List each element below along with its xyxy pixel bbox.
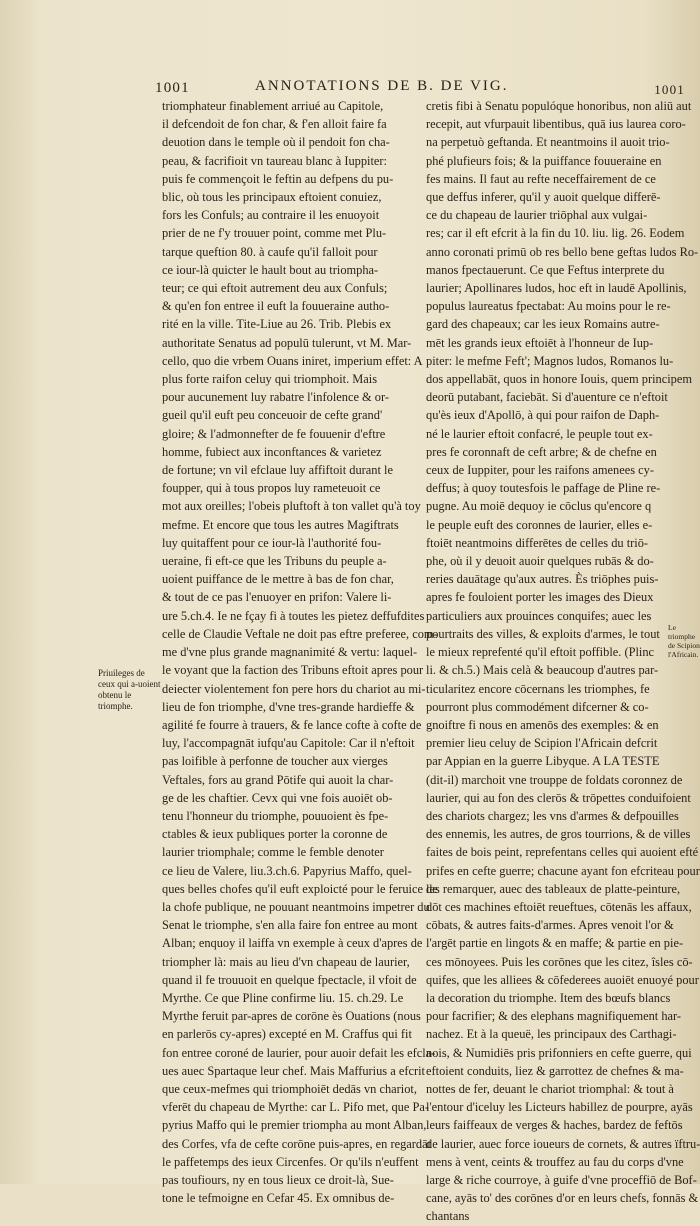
text-line: & qu'en fon entree il euft la fouueraine autho-	[162, 299, 390, 314]
text-line: ctables & ieux publiques porter la coronne de	[162, 827, 388, 842]
text-line: né le laurier eftoit confacré, le peuple tout ex-	[426, 426, 653, 441]
text-line: laurier triomphale; comme le femble denoter	[162, 845, 384, 860]
text-line: phé plufieurs fois; & la puiffance fouueraine en	[426, 153, 662, 168]
text-line: gloire; & l'admonnefter de fe fouuenir d'eftre	[162, 426, 386, 441]
text-line: dōt ces machines eftoiēt reueftues, cōtenās les affaux,	[426, 899, 692, 914]
text-line: ftoiēt neantmoins differētes de celles du triō-	[426, 535, 649, 550]
text-line: pour facrifier; & des elephans magnifiquement har-	[426, 1009, 682, 1024]
text-line: anno coronati primū ob res bello bene geftas ludos Ro-	[426, 244, 699, 259]
text-line: gard des chapeaux; car les ieux Romains autre-	[426, 317, 660, 332]
text-line: phe, où il y deuoit auoir quelques rubās & do-	[426, 554, 654, 569]
text-line: nois, & Numidiēs pris prifonniers en cefte guerre, qui	[426, 1045, 692, 1060]
text-line: ticularitez encore cōcernans les triomphes, fe	[426, 681, 650, 696]
text-line: apres fe fouloient porter les images des Dieux	[426, 590, 654, 605]
text-line: homme, fubiect aux inconftances & varietez	[162, 444, 382, 459]
text-line: le voyant que la faction des Tribuns eftoit apres pour	[162, 663, 424, 678]
text-line: pas toufiours, ny en tous lieux ce droit-là, Sue-	[162, 1172, 394, 1187]
text-line: na perpetuò geftanda. Et neantmoins il auoit trio-	[426, 135, 670, 150]
text-line: fors les Confuls; au contraire il les enuoyoit	[162, 208, 380, 223]
text-line: cello, quo die vrbem Ouans iniret, imperium effet: A	[162, 353, 423, 368]
text-line: plus forte raifon celuy qui triomphoit. Mais	[162, 372, 378, 387]
text-line: le peuple euft des coronnes de laurier, elles e-	[426, 517, 653, 532]
text-line: nachez. Et à la queuë, les principaux des Carthagi-	[426, 1027, 677, 1042]
text-line: l'entour d'iceluy les Licteurs habillez de pourpre, ayās	[426, 1100, 693, 1115]
text-line: prier de ne f'y trouuer point, comme met Plu-	[162, 226, 387, 241]
text-line: de laurier, auec force ioueurs de cornets, & autres ïftru-	[426, 1136, 700, 1151]
text-line: large & riche courroye, à guife d'vne proceffiō de Bof-	[426, 1172, 697, 1187]
text-line: de fortune; vn vil efclaue luy affiftoit durant le	[162, 463, 393, 478]
text-line: les remarquer, auec des tableaux de platte-peinture,	[426, 881, 681, 896]
text-line: peau, & facrifioit vn taureau blanc à Iuppiter:	[162, 153, 387, 168]
running-title: ANNOTATIONS DE B. DE VIG.	[255, 78, 509, 94]
text-line: ues auec Spartaque leur chef. Mais Maffurius a efcrit	[162, 1063, 425, 1078]
text-line: faites de bois peint, reprefentans celles qui auoient efté	[426, 845, 699, 860]
text-line: leurs faiffeaux de verges & haches, bardez de feftōs	[426, 1118, 683, 1133]
text-line: deuotion dans le temple où il pendoit fon cha-	[162, 135, 390, 150]
text-line: Myrthe. Ce que Pline confirme liu. 15. ch.29. Le	[162, 990, 404, 1005]
text-line: cretis fibi à Senatu populóque honoribus, non aliū aut	[426, 99, 692, 113]
text-line: ce lieu de Valere, liu.3.ch.6. Papyrius Maffo, quel-	[162, 863, 412, 878]
text-line: pres fe coronnaft de ceft arbre; & de chefne en	[426, 444, 657, 459]
text-line: pourront plus commodément difcerner & co-	[426, 699, 649, 714]
text-line: reries dauātage qu'aux autres. Ès triōphes puis-	[426, 572, 659, 587]
text-line: deorū putabant, faciebāt. Si d'auenture ce n'eftoit	[426, 390, 668, 405]
text-line: pyrius Maffo qui le premier triompha au mont Alban,	[162, 1118, 427, 1133]
text-line: ueraine, fi eft-ce que les Tribuns du peuple a-	[162, 554, 387, 569]
text-line: dos appellabāt, quos in honore Iouis, quem principem	[426, 372, 692, 387]
text-line: luy quitaffent pour ce iour-là l'authorité fou-	[162, 535, 382, 550]
text-line: ure 5.ch.4. Ie ne fçay fi à toutes les pietez deffufdites	[162, 608, 425, 623]
text-line: en parlerōs cy-apres) excepté en M. Craffus qui fit	[162, 1027, 412, 1042]
text-line: mefme. Et encore que tous les autres Magiftrats	[162, 517, 399, 532]
text-line: pugne. Au moiē dequoy ie cōclus qu'encore q	[426, 499, 652, 514]
text-line: il defcendoit de fon char, & f'en alloit faire fa	[162, 117, 387, 132]
page-number-right: 1001	[654, 82, 685, 97]
text-line: fon entree coroné de laurier, pour auoir defait les efcla-	[162, 1045, 436, 1060]
text-line: eftoient conduits, liez & garrottez de chefnes & ma-	[426, 1063, 684, 1078]
text-line: me d'vne plus grande magnanimité & vertu: laquel-	[162, 645, 418, 660]
text-line: qu'ès ieux d'Apollō, à qui pour raifon de Daph-	[426, 408, 660, 423]
text-line: puis fe commençoit le feftin au defpens du pu-	[162, 171, 394, 186]
text-line: triomphateur finablement arriué au Capitole,	[162, 99, 384, 113]
text-line: gnoiftre fi nous en amenōs des exemples: & en	[426, 717, 659, 732]
text-line: ceux de Iuppiter, pour les raifons amenees cy-	[426, 463, 654, 478]
text-line: res; car il eft efcrit à la fin du 10. liu. lig. 26. Eodem	[426, 226, 685, 241]
text-line: vferēt du chapeau de Myrthe: car L. Pifo met, que Pa-	[162, 1100, 429, 1115]
text-line: tenu l'honneur du triomphe, pouuoient ès fpe-	[162, 808, 389, 823]
text-line: pourtraits des villes, & exploits d'armes, le tout	[426, 626, 660, 641]
text-line: mot aux oreilles; l'obeis pluftoft à ton vallet qu'à toy	[162, 499, 421, 514]
text-line: pas loifible à perfonne de toucher aux vierges	[162, 754, 388, 769]
text-line: rité en la ville. Tite-Liue au 26. Trib. Plebis ex	[162, 317, 392, 332]
text-line: tone le tefmoigne en Cefar 45. Ex omnibus de-	[162, 1191, 395, 1206]
text-line: cōbats, & autres faits-d'armes. Apres venoit l'or &	[426, 918, 674, 933]
text-line: piter: le mefme Feft'; Magnos ludos, Romanos lu-	[426, 353, 674, 368]
text-line: la decoration du triomphe. Item des bœufs blancs	[426, 990, 671, 1005]
text-line: ces mōnoyees. Puis les corōnes que les citez, îsles cō-	[426, 954, 693, 969]
text-line: blic, où tous les principaux eftoient conuiez,	[162, 190, 382, 205]
text-line: quand il fe trouuoit en quelque fpectacle, il vfoit de	[162, 972, 417, 987]
text-line: des ennemis, les autres, de gros tourrions, & de villes	[426, 827, 691, 842]
text-line: le paffetemps des ieux Circenfes. Or qu'ils n'euffent	[162, 1154, 419, 1169]
text-line: tarque queftion 80. à caufe qu'il falloit pour	[162, 244, 378, 259]
text-line: fes mains. Il faut au refte neceffairement de ce	[426, 171, 656, 186]
text-line: li. & ch.5.) Mais celà & beaucoup d'autres par-	[426, 663, 659, 678]
text-line: que deffus inferer, qu'il y auoit quelque differē-	[426, 190, 661, 205]
page-number-left: 1001	[155, 80, 190, 96]
text-line: des Corfes, vfa de cefte corōne puis-apres, en regardāt	[162, 1136, 432, 1151]
text-line: des chariots chargez; les vns d'armes & defpouilles	[426, 808, 679, 823]
text-line: mēt les grands ieux eftoiēt à l'honneur de Iup-	[426, 335, 654, 350]
text-line: l'argēt partie en lingots & en maffe; & partie en pie-	[426, 936, 684, 951]
text-line: deiecter violentement fon pere hors du chariot au mi-	[162, 681, 426, 696]
text-line: ce du chapeau de laurier triōphal aux vulgai-	[426, 208, 648, 223]
text-line: deffus; à quoy toutesfois le paffage de Pline re-	[426, 481, 661, 496]
text-line: laurier; Apollinares ludos, hoc eft in laudē Apollinis,	[426, 281, 687, 296]
text-line: teur; ce qui eftoit autrement deu aux Confuls;	[162, 281, 388, 296]
text-line: la chofe publique, ne pouuant neantmoins impetrer du	[162, 899, 430, 914]
text-line: foupper, qui à tous propos luy rameteuoit ce	[162, 481, 381, 496]
text-line: triompher là: mais au lieu d'vn chapeau de laurier,	[162, 954, 410, 969]
text-line: que ceux-mefmes qui triomphoiēt dedās vn chariot,	[162, 1081, 417, 1096]
text-line: le mieux reprefenté qu'il eftoit poffible. (Plinc	[426, 645, 655, 660]
text-line: premier lieu celuy de Scipion l'Africain defcrit	[426, 736, 658, 751]
text-line: pour aucunement luy rabatre l'infolence & or-	[162, 390, 389, 405]
text-line: lieu de fon triomphe, d'vne tres-grande hardieffe &	[162, 699, 415, 714]
left-text-column	[162, 97, 438, 1207]
text-line: authoritate Senatus ad populū tulerunt, vt M. Mar-	[162, 335, 412, 350]
text-line: recepit, aut vfurpauit libentibus, quā ius laurea coro-	[426, 117, 686, 132]
text-line: quifes, que les alliees & cōfederees auoiēt enuoyé pour	[426, 972, 699, 987]
text-line: Senat le triomphe, s'en alla faire fon entree au mont	[162, 918, 418, 933]
text-line: agilité fe fourre à trauers, & fe lance cofte à cofte de	[162, 717, 422, 732]
text-line: laurier, qui au fon des clerōs & trōpettes conduifoient	[426, 790, 691, 805]
text-line: ce iour-là quicter le hault bout au triompha-	[162, 262, 379, 277]
text-line: manos fpectauerunt. Ce que Feftus interprete du	[426, 262, 665, 277]
text-line: ques belles chofes qu'il euft exploicté pour le feruice de	[162, 881, 438, 896]
text-line: nottes de fer, deuant le chariot triomphal: & tout à	[426, 1081, 674, 1096]
text-line: chantans	[426, 1209, 470, 1224]
left-margin-note: Priuileges de ceux qui a-uoient obtenu le triomphe.	[98, 668, 161, 711]
text-line: gueil qu'il euft peu conceuoir de cefte grand'	[162, 408, 383, 423]
text-line: par Appian en la guerre Libyque. A LA TESTE	[426, 754, 660, 769]
text-line: uoient puiffance de le mettre à bas de fon char,	[162, 572, 394, 587]
text-line: populus laureatus fpectabat: Au moins pour le re-	[426, 299, 671, 314]
text-line: & tout de ce pas l'enuoyer en prifon: Valere li-	[162, 590, 392, 605]
text-line: (dit-il) marchoit vne trouppe de foldats coronnez de	[426, 772, 683, 787]
text-line: ge de les chaftier. Cevx qui vne fois auoiēt ob-	[162, 790, 393, 805]
text-line: prifes en cefte guerre; chacune ayant fon efcriteau pour	[426, 863, 700, 878]
text-line: mens à vent, ceints & trouffez au fau du corps d'vne	[426, 1154, 684, 1169]
text-line: Myrthe feruit par-apres de corōne ès Ouations (nous	[162, 1009, 421, 1024]
text-line: luy, l'accompagnāt iufqu'au Capitole: Car il n'eftoit	[162, 736, 415, 751]
text-line: particuliers aux prouinces conquifes; auec les	[426, 608, 652, 623]
right-margin-note: Le triomphe de Scipion l'Africain.	[668, 623, 700, 659]
text-line: cane, ayās to' des corōnes d'or en leurs chefs, fonnās &	[426, 1191, 699, 1206]
text-line: celle de Claudie Veftale ne doit pas eftre preferee, com-	[162, 626, 438, 641]
text-line: Veftales, fors au grand Pōtife qui auoit la char-	[162, 772, 394, 787]
text-line: Alban; enquoy il laiffa vn exemple à ceux d'apres de	[162, 936, 423, 951]
